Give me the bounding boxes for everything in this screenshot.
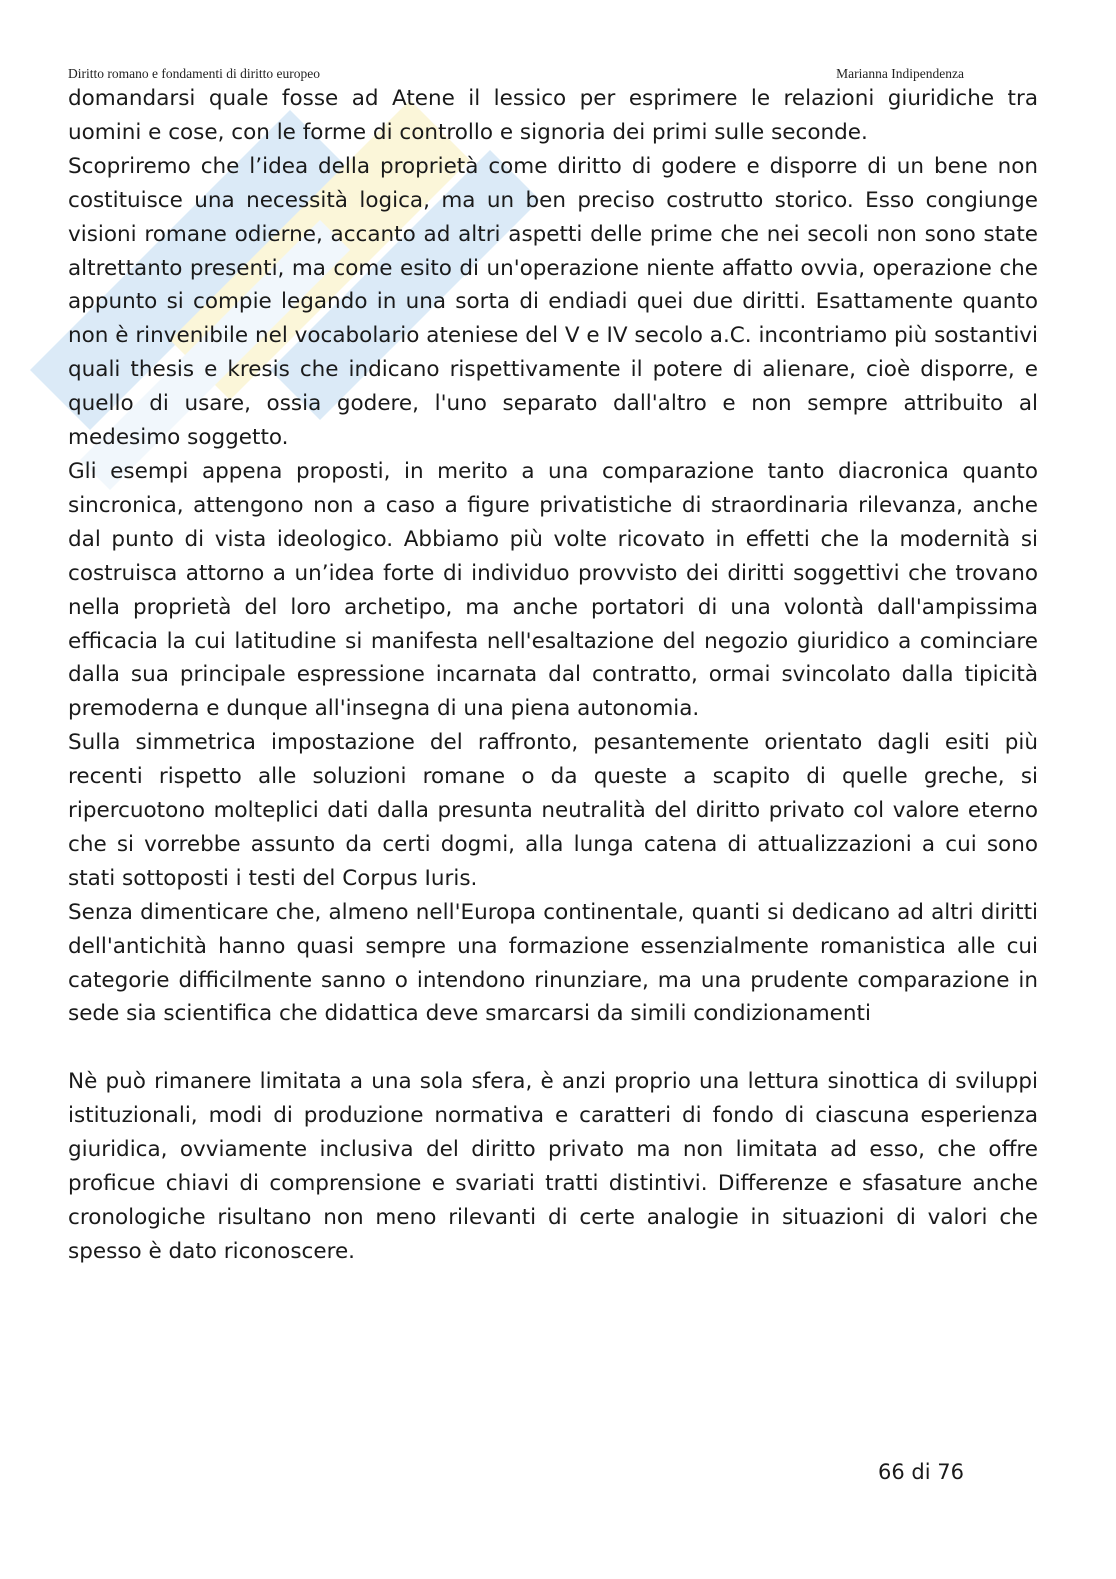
body-text bbox=[68, 82, 1038, 1269]
page-number: 66 di 76 bbox=[878, 1460, 964, 1484]
paragraph: Senza dimenticare che, almeno nell'Europa continentale, quanti si dedicano ad altri diritti dell'antichità hanno quasi sempre una formazione essenzialmente romanistica alle cui categorie difficilmente sanno o intendono rinunziare, ma una prudente comparazione in sede sia scientifica che didattica deve smarcarsi da simili condizionamenti bbox=[68, 899, 1038, 1027]
paragraph: domandarsi quale fosse ad Atene il lessico per esprimere le relazioni giuridiche tra uomini e cose, con le forme di controllo e signoria dei primi sulle seconde. bbox=[68, 86, 1038, 145]
paragraph: Scopriremo che l’idea della proprietà come diritto di godere e disporre di un bene non costituisce una necessità logica, ma un ben preciso costrutto storico. Esso congiunge visioni romane odierne, accanto ad altri aspetti delle prime che nei secoli non sono state altrettanto presenti, ma come esito di un'operazione niente affatto ovvia, operazione che appunto si compie legando in una sorta di endiadi quei due diritti. Esattamente quanto non è rinvenibile nel vocabolario ateniese del V e IV secolo a.C. incontriamo più sostantivi quali thesis e kresis che indicano rispettivamente il potere di alienare, cioè disporre, e quello di usare, ossia godere, l'uno separato dall'altro e non sempre attribuito al medesimo soggetto. bbox=[68, 153, 1038, 451]
paragraph: Sulla simmetrica impostazione del raffronto, pesantemente orientato dagli esiti più recenti rispetto alle soluzioni romane o da queste a scapito di quelle greche, si ripercuotono molteplici dati dalla presunta neutralità del diritto privato col valore eterno che si vorrebbe assunto da certi dogmi, alla lunga catena di attualizzazioni a cui sono stati sottoposti i testi del Corpus Iuris. bbox=[68, 730, 1038, 891]
header-course-title: Diritto romano e fondamenti di diritto europeo bbox=[68, 66, 320, 81]
paragraph: Nè può rimanere limitata a una sola sfera, è anzi proprio una lettura sinottica di sviluppi istituzionali, modi di produzione normativa e caratteri di fondo di ciascuna esperienza giuridica, ovviamente inclusiva del diritto privato ma non limitata ad esso, che offre proficue chiavi di comprensione e svariati tratti distintivi. Differenze e sfasature anche cronologiche risultano non meno rilevanti di certe analogie in situazioni di valori che spesso è dato riconoscere. bbox=[68, 1069, 1038, 1264]
header-author: Marianna Indipendenza bbox=[836, 66, 964, 81]
paragraph: Gli esempi appena proposti, in merito a una comparazione tanto diacronica quanto sincronica, attengono non a caso a figure privatistiche di straordinaria rilevanza, anche dal punto di vista ideologico. Abbiamo più volte ricovato in effetti che la modernità si costruisca attorno a un’idea forte di individuo provvisto dei diritti soggettivi che trovano nella proprietà del loro archetipo, ma anche portatori di una volontà dall'ampissima efficacia la cui latitudine si manifesta nell'esaltazione del negozio giuridico a cominciare dalla sua principale espressione incarnata dal contratto, ormai svincolato dalla tipicità premoderna e dunque all'insegna di una piena autonomia. bbox=[68, 458, 1038, 722]
